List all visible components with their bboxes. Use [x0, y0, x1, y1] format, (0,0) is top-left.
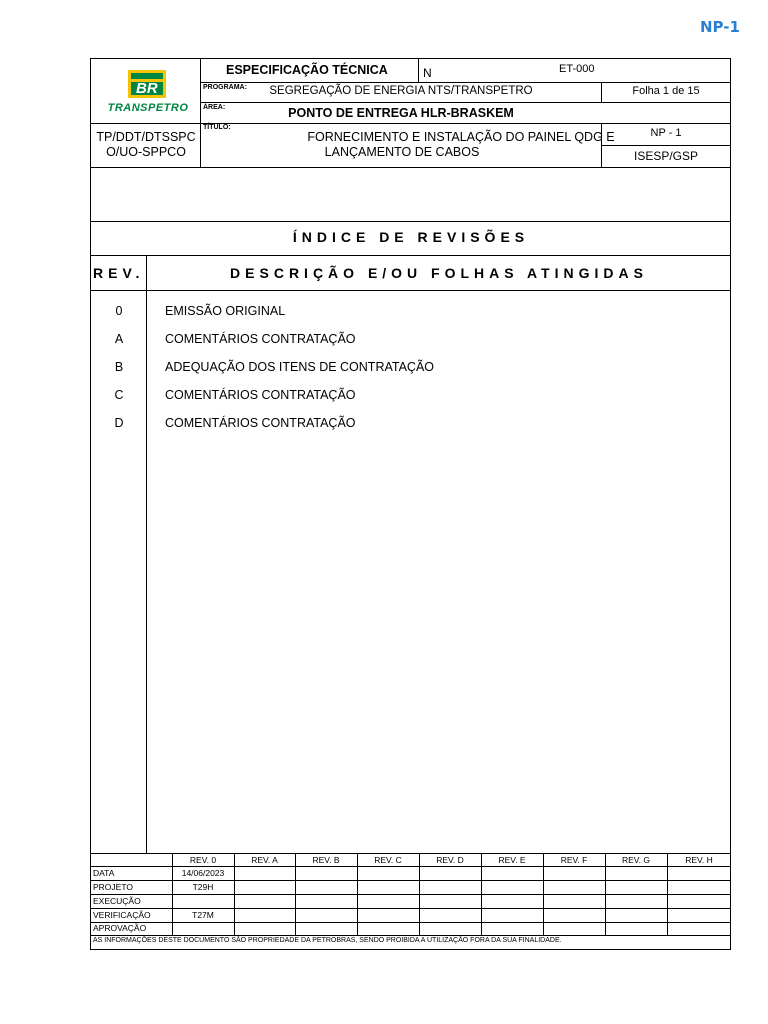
- grid-rev-header: REV. C: [374, 855, 402, 865]
- revision-description: ADEQUAÇÃO DOS ITENS DE CONTRATAÇÃO: [165, 360, 435, 374]
- divider: [91, 908, 731, 909]
- grid-row-label: APROVAÇÃO: [93, 923, 147, 933]
- doc-number: ET-000: [559, 63, 595, 75]
- revision-row: [91, 354, 731, 382]
- divider: [605, 853, 606, 935]
- revision-row: [91, 298, 731, 326]
- grid-rev-header: REV. A: [251, 855, 278, 865]
- divider: [91, 894, 731, 895]
- grid-cell-value: 14/06/2023: [181, 868, 225, 878]
- divider: [295, 853, 296, 935]
- programa-value: SEGREGAÇÃO DE ENERGIA NTS/TRANSPETRO: [269, 85, 533, 97]
- petrobras-logo: [128, 70, 166, 98]
- divider: [419, 853, 420, 935]
- revision-code: B: [114, 360, 124, 374]
- divider: [172, 853, 173, 935]
- divider: [91, 255, 731, 256]
- revision-row: [91, 410, 731, 438]
- divider: [601, 145, 731, 146]
- grid-rev-header: REV. G: [621, 855, 651, 865]
- revision-description: EMISSÃO ORIGINAL: [165, 304, 286, 318]
- revision-row: [91, 326, 731, 354]
- grid-rev-header: REV. E: [498, 855, 526, 865]
- divider: [91, 123, 731, 124]
- org-line1: TP/DDT/DTSSPC: [96, 130, 196, 144]
- np-code: NP - 1: [650, 127, 682, 139]
- revision-code: C: [114, 388, 124, 402]
- divider: [91, 167, 731, 168]
- revision-description: COMENTÁRIOS CONTRATAÇÃO: [165, 416, 356, 430]
- logo-mark-text: BR: [136, 80, 158, 97]
- footer-note: AS INFORMAÇÕES DESTE DOCUMENTO SÃO PROPRIEDADE DA PETROBRAS, SENDO PROIBIDA A UTILIZAÇÃO FORA DA SUA FINALIDADE.: [93, 937, 562, 944]
- divider: [91, 221, 731, 222]
- divider: [91, 853, 731, 854]
- programa-label: PROGRAMA:: [203, 84, 247, 91]
- grid-row-label: PROJETO: [93, 882, 133, 892]
- divider: [543, 853, 544, 935]
- grid-cell-value: T29H: [192, 882, 214, 892]
- rev-column-header: REV.: [93, 265, 145, 281]
- revision-code: 0: [115, 304, 123, 318]
- grid-rev-header: REV. D: [436, 855, 464, 865]
- revision-code: A: [114, 332, 124, 346]
- grid-row-label: DATA: [93, 868, 115, 878]
- divider: [481, 853, 482, 935]
- grid-row-label: EXECUÇÃO: [93, 896, 141, 906]
- divider: [201, 82, 731, 83]
- revision-description: COMENTÁRIOS CONTRATAÇÃO: [165, 388, 356, 402]
- divider: [91, 935, 731, 936]
- divider: [91, 880, 731, 881]
- divider: [91, 290, 731, 291]
- titulo-line2: LANÇAMENTO DE CABOS: [324, 145, 480, 159]
- grid-rev-header: REV. H: [685, 855, 713, 865]
- page-tag: NP-1: [700, 18, 740, 36]
- area-value: PONTO DE ENTREGA HLR-BRASKEM: [288, 106, 514, 120]
- area-label: ÁREA:: [203, 104, 226, 111]
- company-name: TRANSPETRO: [107, 102, 189, 114]
- grid-rev-header: REV. F: [560, 855, 588, 865]
- document-frame: [90, 58, 731, 950]
- divider: [418, 58, 419, 82]
- titulo-line1: FORNECIMENTO E INSTALAÇÃO DO PAINEL QDG E: [307, 130, 615, 144]
- divider: [234, 853, 235, 935]
- spec-title: ESPECIFICAÇÃO TÉCNICA: [226, 63, 388, 77]
- revision-row: [91, 382, 731, 410]
- grid-rev-header: REV. 0: [189, 855, 217, 865]
- divider: [91, 922, 731, 923]
- divider: [201, 102, 731, 103]
- revision-code: D: [114, 416, 124, 430]
- divider: [91, 866, 731, 867]
- n-label: N: [423, 66, 432, 80]
- org-line2: O/UO-SPPCO: [106, 145, 186, 159]
- description-column-header: DESCRIÇÃO E/OU FOLHAS ATINGIDAS: [230, 265, 648, 281]
- revision-description: COMENTÁRIOS CONTRATAÇÃO: [165, 332, 356, 346]
- isesp-code: ISESP/GSP: [633, 149, 699, 163]
- divider: [357, 853, 358, 935]
- index-title: ÍNDICE DE REVISÕES: [292, 229, 530, 245]
- grid-row-label: VERIFICAÇÃO: [93, 910, 151, 920]
- divider: [667, 853, 668, 935]
- titulo-label: TÍTULO:: [203, 124, 231, 131]
- grid-cell-value: T27M: [192, 910, 214, 920]
- folha: Folha 1 de 15: [632, 85, 700, 97]
- grid-rev-header: REV. B: [312, 855, 340, 865]
